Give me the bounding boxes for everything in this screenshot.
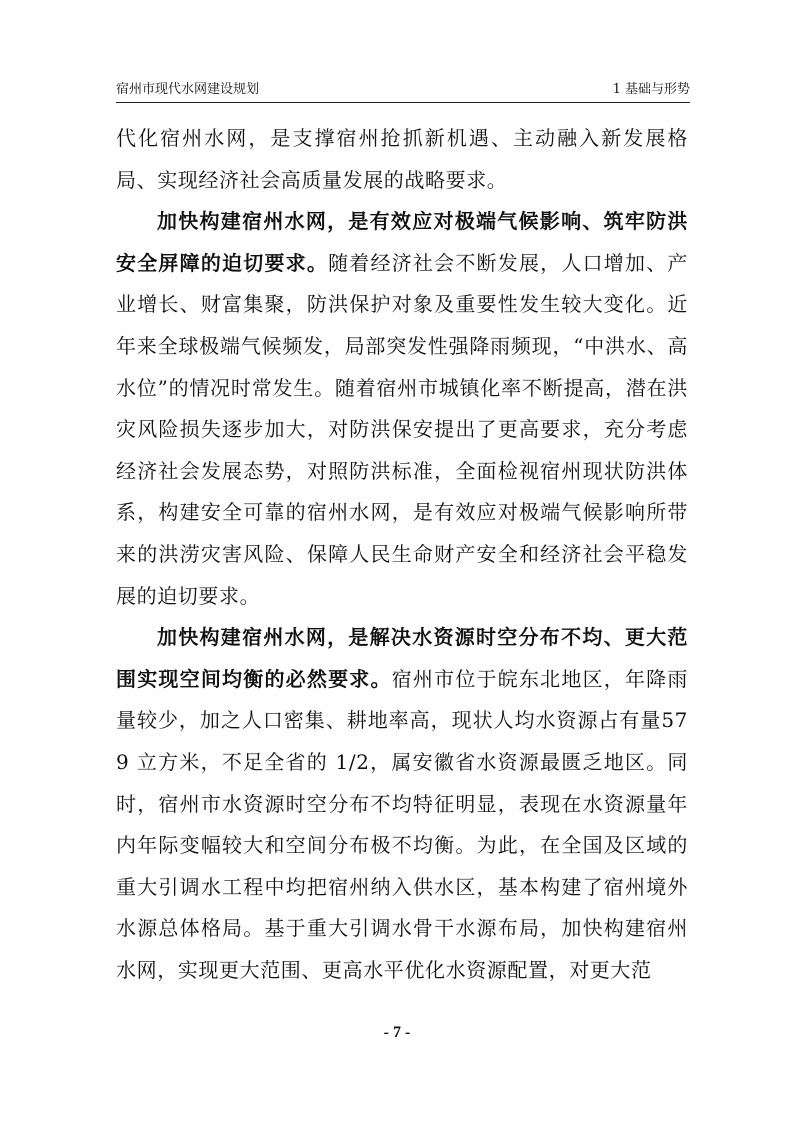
paragraph-continuation <box>116 118 688 201</box>
paragraph-lead: 加快构建宿州水网，是有效应对极端气候影响、筑牢防洪安全屏障的迫切要求。 <box>116 209 688 275</box>
chapter-title: 1 基础与形势 <box>612 82 690 97</box>
document-title: 宿州市现代水网建设规划 <box>116 82 260 97</box>
paragraph-lead: 加快构建宿州水网，是解决水资源时空分布不均、更大范围实现空间均衡的必然要求。 <box>116 625 688 691</box>
running-header <box>116 80 690 103</box>
paragraph-text: 随着经济社会不断发展，人口增加、产业增长、财富集聚，防洪保护对象及重要性发生较大变化。近年来全球极端气候频发，局部突发性强降雨频现，“中洪水、高水位”的情况时常发生。随着宿州市城镇化率不断提高，潜在洪灾风险损失逐步加大，对防洪保安提出了更高要求，充分考虑经济社会发展态势，对照防洪标准，全面检视宿州现状防洪体系，构建安全可靠的宿州水网，是有效应对极端气候影响所带来的洪涝灾害风险、保障人民生命财产安全和经济社会平稳发展的迫切要求。 <box>116 250 688 608</box>
paragraph-flood-control <box>116 201 688 617</box>
page-number: - 7 - <box>383 1024 411 1041</box>
body-text <box>116 118 688 991</box>
paragraph-water-resources <box>116 617 688 991</box>
paragraph-text: 宿州市位于皖东北地区，年降雨量较少，加之人口密集、耕地率高，现状人均水资源占有量579 立方米，不足全省的 1/2，属安徽省水资源最匮乏地区。同时，宿州市水资源时空分布不均特征明显，表现在水资源量年内年际变幅较大和空间分布极不均衡。为此，在全国及区域的重大引调水工程中均把宿州纳入供水区，基本构建了宿州境外水源总体格局。基于重大引调水骨干水源布局，加快构建宿州水网，实现更大范围、更高水平优化水资源配置，对更大范 <box>116 666 688 982</box>
paragraph-text: 代化宿州水网，是支撑宿州抢抓新机遇、主动融入新发展格局、实现经济社会高质量发展的战略要求。 <box>116 126 688 192</box>
